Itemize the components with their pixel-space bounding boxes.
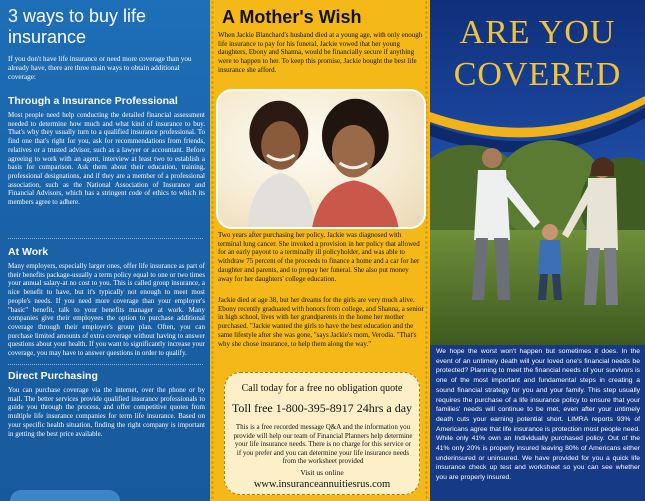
- call-to-action-box: [224, 372, 420, 495]
- middle-panel: [210, 0, 430, 501]
- headline-line-2: COVERED: [453, 56, 622, 93]
- right-panel: [430, 0, 645, 501]
- website-link[interactable]: www.insuranceannuitiesrus.com: [253, 479, 391, 490]
- intro-text: If you don't have life insurance or need more coverage than you already have, there are three main ways to obtain additional coverage:: [8, 55, 192, 81]
- left-panel: [0, 0, 210, 501]
- story-intro: When Jackie Blanchard's husband died at a young age, with only enough life insurance to pay for his funeral, Jackie vowed that her young daughters, Ebony and Shanna, would be financially secure if anything were to happen to her. To keep this promise, Jackie bought the best life insurance she afford.: [218, 31, 423, 74]
- section-divider: [8, 238, 203, 239]
- section-heading-at-work: At Work: [8, 246, 49, 258]
- section-body-professional: Most people need help conducting the detailed financial assessment needed to determine how much and what kind of insurance to buy. That's why they usually turn to a qualified insurance professional. To find one that's right for you, ask for recommendations from friends, relatives or a trusted advisor, such as a lawyer or accountant. Before agreeing to work with an agent, interview at least two to establish a basis for comparison. Ask them about their education, training, professional designations, and if they are a member of a professional association, such as the National Association of Insurance and Financial Advisors, which has a stringent code of ethics to which its members agree to adhere.: [8, 111, 205, 207]
- section-heading-direct: Direct Purchasing: [8, 370, 98, 382]
- section-body-at-work: Many employers, especially larger ones, offer life insurance as part of their benefits package-usually a term policy equal to one or two times your annual salary-at no cost to you. This is called group insurance, a nice benefit to have, but it's typically not enough to meet most people's needs. If you need more coverage than your employer's "basic" benefit, talk to your benefits manager at work. Many companies give their employees the option to purchase additional coverage through their employer's group plan. Often, you can purchase limited amounts of extra coverage without having to answer questions about your health. If you want to significantly increase your coverage, you may have to answer questions in order to qualify.: [8, 262, 205, 358]
- section-body-direct: You can purchase coverage via the internet, over the phone or by mail. The better services provide qualified insurance professionals to guide you through the process, and offer competitive quotes from multiple life insurance companies for term life insurance. Based on your specific health situation, finding the right company is important in getting the best price available.: [8, 386, 205, 438]
- cta-call-text: Call today for a free no obligation quote: [241, 383, 403, 394]
- section-divider: [8, 364, 203, 365]
- mother-daughter-photo: [216, 89, 426, 229]
- toll-free-number[interactable]: Toll free 1-800-395-8917 24hrs a day: [231, 401, 413, 415]
- story-middle: Two years after purchasing her policy, Jackie was diagnosed with terminal lung cancer. She invoked a provision in her policy that allowed for an early payout to a terminally ill policyholder, and was able to withdraw 75 percent of the proceeds to finance a home and a car for her daughter and parents, and to prepay her funeral. She also put money away for her daughters' college education.: [218, 231, 420, 283]
- cta-description: This is a free recorded message Q&A and the information you provide will help our team of Financial Planners help determine your life insurance needs. There is no charge for this service or if you prefer and you can determine your life insurance needs from the worksheet provided: [233, 423, 413, 466]
- story-end: Jackie died at age 38, but her dreams for the girls are very much alive. Ebony recently graduated with honors from college, and Shanna, a senior in high school, lives with her grandparents in the home her mother purchased. "Jackie wanted the girls to have the best education and the same lifestyle after she was gone, "says Jackie's mom, Verodia. "That's why she chose insurance, to help them along the way.": [218, 296, 424, 348]
- visit-online-label: Visit us online: [300, 468, 344, 477]
- section-heading-professional: Through a Insurance Professional: [8, 95, 178, 107]
- story-title: A Mother's Wish: [222, 7, 362, 27]
- dotted-border: [210, 0, 216, 501]
- page-title: 3 ways to buy life insurance: [8, 6, 147, 47]
- closing-text: We hope the worst won't happen but sometimes it does. In the event of an untimely death will your loved one's financial needs be protected? Planning to meet the financial needs of your survivors is one of the most important and fundamental steps in creating a sound financial strategy for you and your family. This step usually requires the purchase of a life insurance policy to ensure that your families' needs will continue to be met, even after your untimely death cuts your earning potential short. LIMRA reports 93% of Americans agree that life insurance is protection most people need. While only 41% own an Individually purchased policy. Out of the 41% only 20% is properly insured leaving 80% of Americans either underinsured or uninsured. We have provided for you a quick life insurance check up test and worksheet so you can see whether you are properly insured.: [436, 348, 640, 482]
- decorative-tab: [10, 490, 120, 501]
- headline-line-1: ARE YOU: [459, 14, 616, 51]
